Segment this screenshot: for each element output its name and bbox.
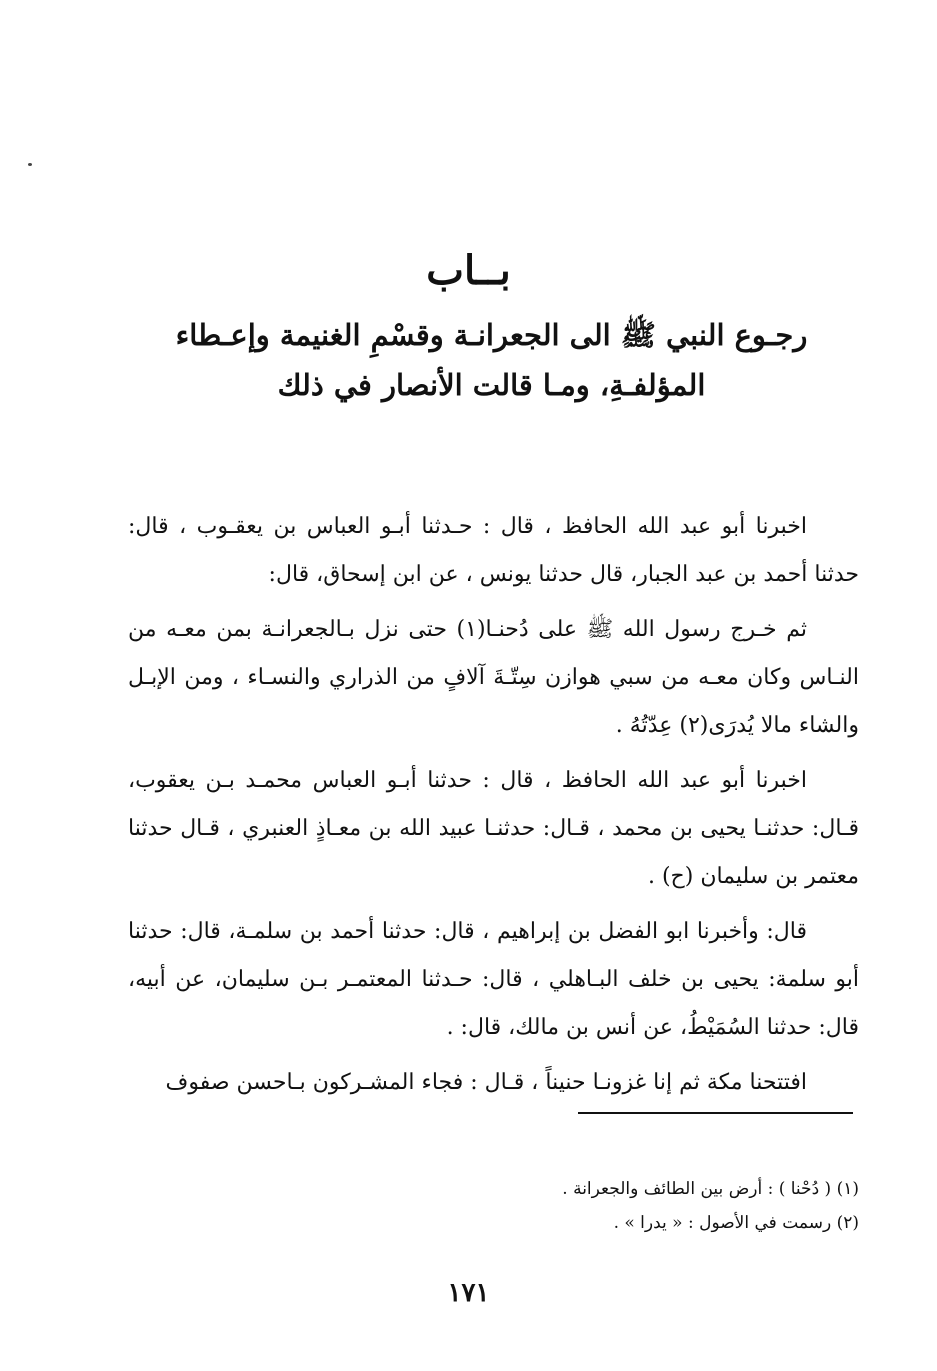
- chapter-heading: بــاب: [426, 247, 511, 294]
- page-number: ١٧١: [447, 1278, 490, 1308]
- paragraph: اخبرنا أبو عبد الله الحافظ ، قال : حـدثنا أبـو العباس بن يعقـوب ، قال: حدثنا أحمد بن عبد الجبار، قال حدثنا يونس ، عن ابن إسحاق، قال:: [128, 514, 859, 587]
- main-text: [128, 503, 859, 1114]
- footnotes: [400, 1172, 859, 1240]
- scan-speck: [28, 163, 32, 166]
- paragraph: افتتحنا مكة ثم إنا غزونـا حنيناً ، قـال : فجاء المشـركون بـاحسن صفوف: [165, 1070, 807, 1095]
- footnote-item: (٢) رسمت في الأصول : « يدرا » .: [613, 1213, 859, 1233]
- footnote-item: (١) ( دُحْنا ) : أرض بين الطائف والجعرانة .: [562, 1179, 859, 1199]
- paragraph: ثم خـرج رسول الله ﷺ على دُحنـا(١) حتى نزل بـالجعرانـة بمن معـه من النـاس وكان معـه من سبي هوازن سِتّـةَ آلافٍ من الذراري والنسـاء ، ومن الإبـل والشاء مالا يُدرَى(٢) عِدّتُهُ .: [128, 617, 859, 738]
- paragraph: قال: وأخبرنا ابو الفضل بن إبراهيم ، قال: حدثنا أحمد بن سلمـة، قال: حدثنا أبو سلمة: يحيى بن خلف البـاهلي ، قال: حـدثنا المعتمـر بـن سليمان، عن أبيه، قال: حدثنا السُمَيْطُ، عن أنس بن مالك، قال: .: [128, 919, 859, 1040]
- footnote-divider: [578, 1112, 853, 1114]
- paragraph: اخبرنا أبو عبد الله الحافظ ، قال : حدثنا أبـو العباس محمـد بـن يعقوب، قـال: حدثنـا يحيى بن محمد ، قـال: حدثنـا عبيد الله بن معـاذٍ العنبري ، قـال حدثنا معتمر بن سليمان (ح) .: [128, 768, 859, 889]
- chapter-title: رجـوع النبي ﷺ الى الجعرانـة وقسْمِ الغنيمة وإعـطاء المؤلفـةِ، ومـا قالت الأنصار في ذلك: [175, 318, 808, 402]
